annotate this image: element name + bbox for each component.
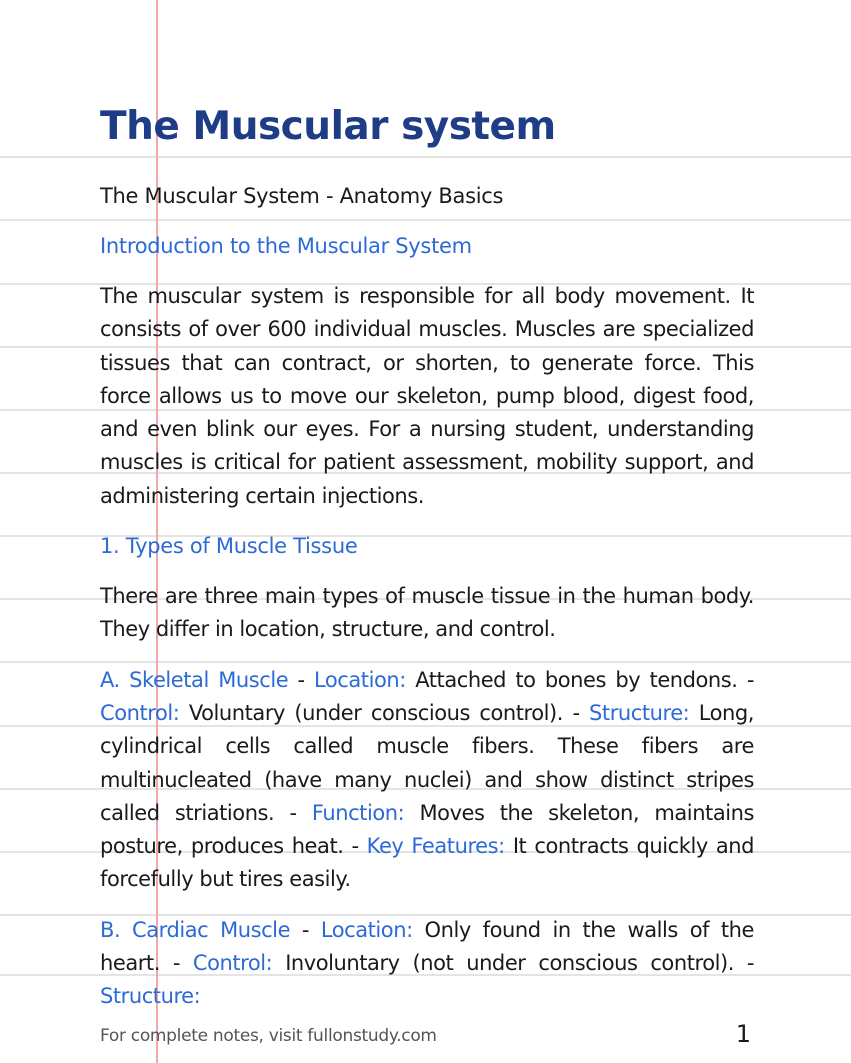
skeletal-structure-label: Structure: [589, 700, 690, 725]
page-content [100, 98, 754, 1014]
skeletal-features-label: Key Features: [366, 834, 505, 859]
skeletal-muscle-paragraph: A. Skeletal Muscle - Location: Attached to bones by tendons. - Control: Voluntary (under conscious control). - Structure: Long, cylindrical cells called muscle fibers. These fibers are multinucleated (have many nuclei) and show distinct stripes called striations. - Function: Moves the skeleton, maintains posture, produces heat. - Key Features: It contracts quickly and forcefully but tires easily. [100, 667, 755, 892]
cardiac-control-text: Involuntary (not under conscious control). [285, 951, 734, 976]
skeletal-control-label: Control: [100, 700, 180, 725]
cardiac-control-label: Control: [192, 951, 273, 976]
cardiac-structure-label: Structure: [100, 984, 201, 1009]
skeletal-structure-text: Long, cylindrical cells called muscle fibers. These fibers are multinucleated (have many nuclei) and show distinct stripes called striations. [100, 700, 754, 825]
skeletal-muscle-title: A. Skeletal Muscle [100, 667, 289, 692]
cardiac-muscle-title: B. Cardiac Muscle [100, 917, 291, 942]
intro-paragraph: The muscular system is responsible for all body movement. It consists of over 600 individual muscles. Muscles are specialized tissues that can contract, or shorten, to generate force. This force allows us to move our skeleton, pump blood, digest food, and even blink our eyes. For a nursing student, understanding muscles is critical for patient assessment, mobility support, and administering certain injections. [100, 284, 754, 508]
cardiac-location-text: Only found in the walls of the heart. [100, 917, 754, 976]
skeletal-control-text: Voluntary (under conscious control). [188, 700, 564, 725]
page-title: The Muscular system [100, 104, 556, 149]
skeletal-function-text: Moves the skeleton, maintains posture, produces heat. [100, 800, 754, 859]
page-number: 1 [735, 1020, 751, 1048]
page-subtitle: The Muscular System - Anatomy Basics [100, 184, 504, 208]
types-paragraph: There are three main types of muscle tissue in the human body. They differ in location, structure, and control. [100, 584, 754, 642]
intro-heading: Introduction to the Muscular System [100, 234, 472, 258]
skeletal-location-text: Attached to bones by tendons. [415, 667, 738, 692]
cardiac-muscle-paragraph: B. Cardiac Muscle - Location: Only found in the walls of the heart. - Control: Involuntary (not under conscious control). - Structure: [100, 917, 754, 1009]
skeletal-features-text: It contracts quickly and forcefully but tires easily. [100, 834, 755, 892]
cardiac-location-label: Location: [320, 917, 413, 942]
skeletal-location-label: Location: [314, 667, 406, 692]
skeletal-function-label: Function: [311, 800, 405, 825]
footer-note: For complete notes, visit fullonstudy.com [100, 1026, 437, 1046]
types-heading: 1. Types of Muscle Tissue [100, 534, 358, 559]
